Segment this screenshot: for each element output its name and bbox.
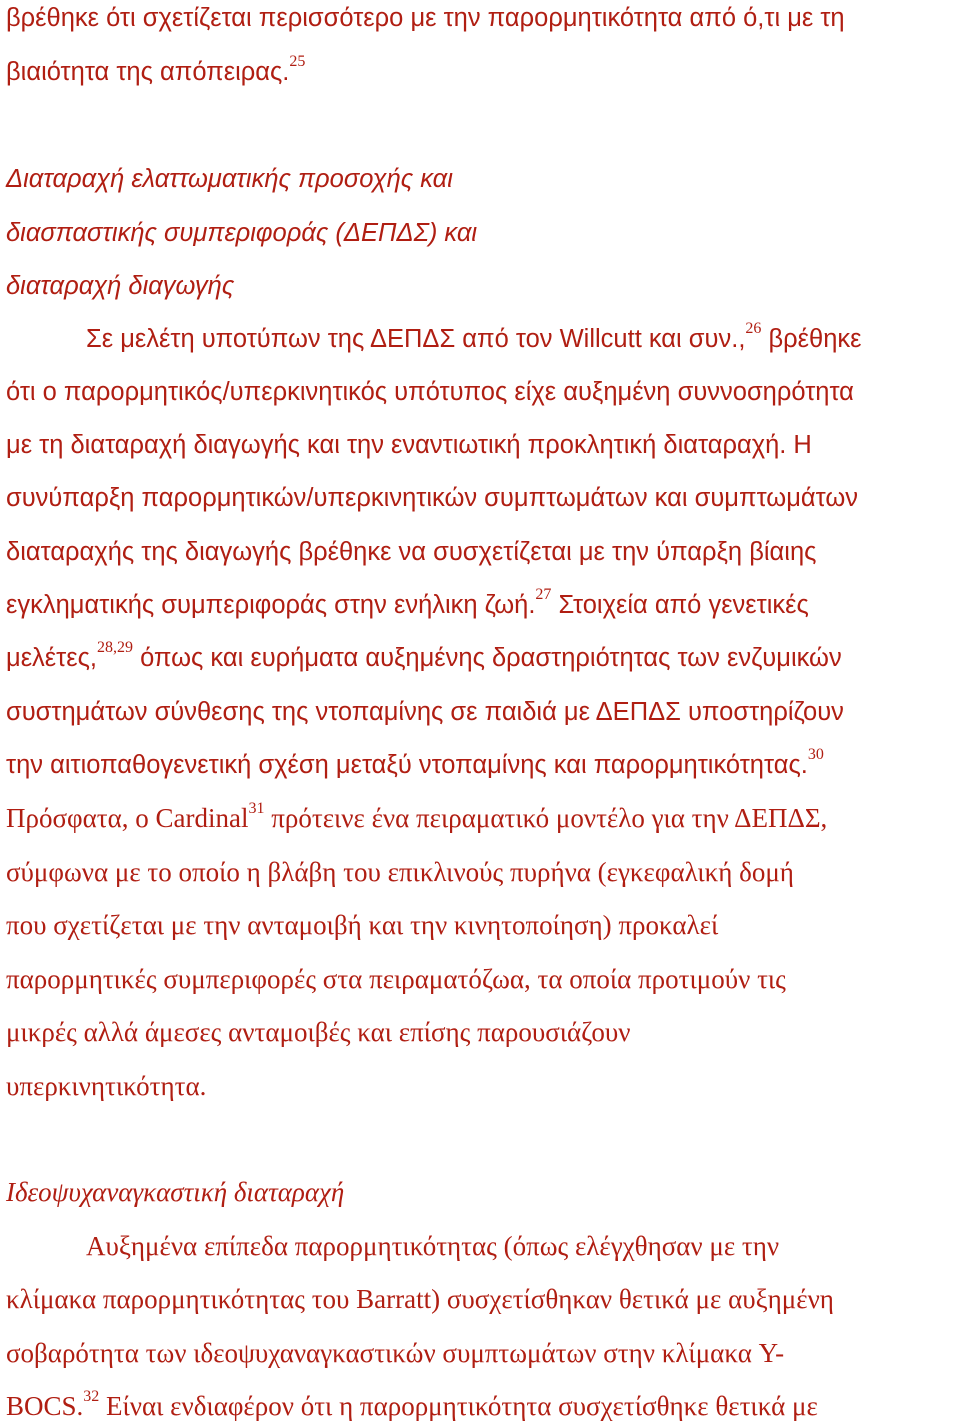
citation-superscript: 32 bbox=[83, 1388, 100, 1405]
text-line: βιαιότητα της απόπειρας.$^{25}$ bbox=[6, 53, 306, 86]
citation-superscript: 27 bbox=[535, 586, 552, 603]
text-line: κλίμακα παρορμητικότητας του Barratt) συσχετίσθηκαν θετικά με αυξημένη bbox=[6, 1284, 834, 1314]
text-line: Πρόσφατα, ο Cardinal$^{31}$ πρότεινε ένα πειραματικό μοντέλο για την ΔΕΠΔΣ, bbox=[6, 800, 828, 833]
text-line: μελέτες,$^{28,29}$ όπως και ευρήματα αυξημένης δραστηριότητας των ενζυμικών bbox=[6, 639, 842, 672]
section-heading: διαταραχή διαγωγής bbox=[6, 272, 235, 300]
text-line: Σε μελέτη υποτύπων της ΔΕΠΔΣ από τον Willcutt και συν.,$^{26}$ βρέθηκε bbox=[86, 320, 862, 353]
text-line: BOCS.$^{32}$ Είναι ενδιαφέρον ότι η παρορμητικότητα συσχετίσθηκε θετικά με bbox=[6, 1388, 818, 1421]
text-line: συνύπαρξη παρορμητικών/υπερκινητικών συμπτωμάτων και συμπτωμάτων bbox=[6, 484, 858, 512]
text-line: εγκληματικής συμπεριφοράς στην ενήλικη ζωή.$^{27}$ Στοιχεία από γενετικές bbox=[6, 586, 809, 619]
text-line: βρέθηκε ότι σχετίζεται περισσότερο με την παρορμητικότητα από ό,τι με τη bbox=[6, 4, 845, 32]
text-line: υπερκινητικότητα. bbox=[6, 1071, 207, 1101]
text-line: σοβαρότητα των ιδεοψυχαναγκαστικών συμπτωμάτων στην κλίμακα Y- bbox=[6, 1338, 785, 1368]
text-line: με τη διαταραχή διαγωγής και την εναντιωτική προκλητική διαταραχή. Η bbox=[6, 431, 812, 459]
text-line: που σχετίζεται με την ανταμοιβή και την κινητοποίηση) προκαλεί bbox=[6, 910, 719, 940]
text-line: παρορμητικές συμπεριφορές στα πειραματόζωα, τα οποία προτιμούν τις bbox=[6, 964, 786, 994]
citation-superscript: 26 bbox=[745, 320, 762, 337]
text-line: Αυξημένα επίπεδα παρορμητικότητας (όπως ελέγχθησαν με την bbox=[86, 1231, 780, 1261]
citation-superscript: 30 bbox=[807, 746, 824, 763]
text-line: διαταραχής της διαγωγής βρέθηκε να συσχετίζεται με την ύπαρξη βίαιης bbox=[6, 538, 817, 566]
section-heading: διασπαστικής συμπεριφοράς (ΔΕΠΔΣ) και bbox=[6, 219, 478, 247]
text-line: σύμφωνα με το οποίο η βλάβη του επικλινούς πυρήνα (εγκεφαλική δομή bbox=[6, 857, 794, 887]
text-line: ότι ο παρορμητικός/υπερκινητικός υπότυπος είχε αυξημένη συννοσηρότητα bbox=[6, 378, 854, 406]
citation-superscript: 28,29 bbox=[97, 639, 133, 656]
section-heading: Ιδεοψυχαναγκαστική διαταραχή bbox=[6, 1177, 345, 1207]
citation-superscript: 25 bbox=[289, 53, 306, 70]
text-line: την αιτιοπαθογενετική σχέση μεταξύ ντοπαμίνης και παρορμητικότητας.$^{30}$ bbox=[6, 746, 824, 779]
section-heading: Διαταραχή ελαττωματικής προσοχής και bbox=[6, 165, 453, 193]
citation-superscript: 31 bbox=[248, 800, 265, 817]
text-line: συστημάτων σύνθεσης της ντοπαμίνης σε παιδιά με ΔΕΠΔΣ υποστηρίζουν bbox=[6, 698, 844, 726]
text-line: μικρές αλλά άμεσες ανταμοιβές και επίσης παρουσιάζουν bbox=[6, 1017, 631, 1047]
